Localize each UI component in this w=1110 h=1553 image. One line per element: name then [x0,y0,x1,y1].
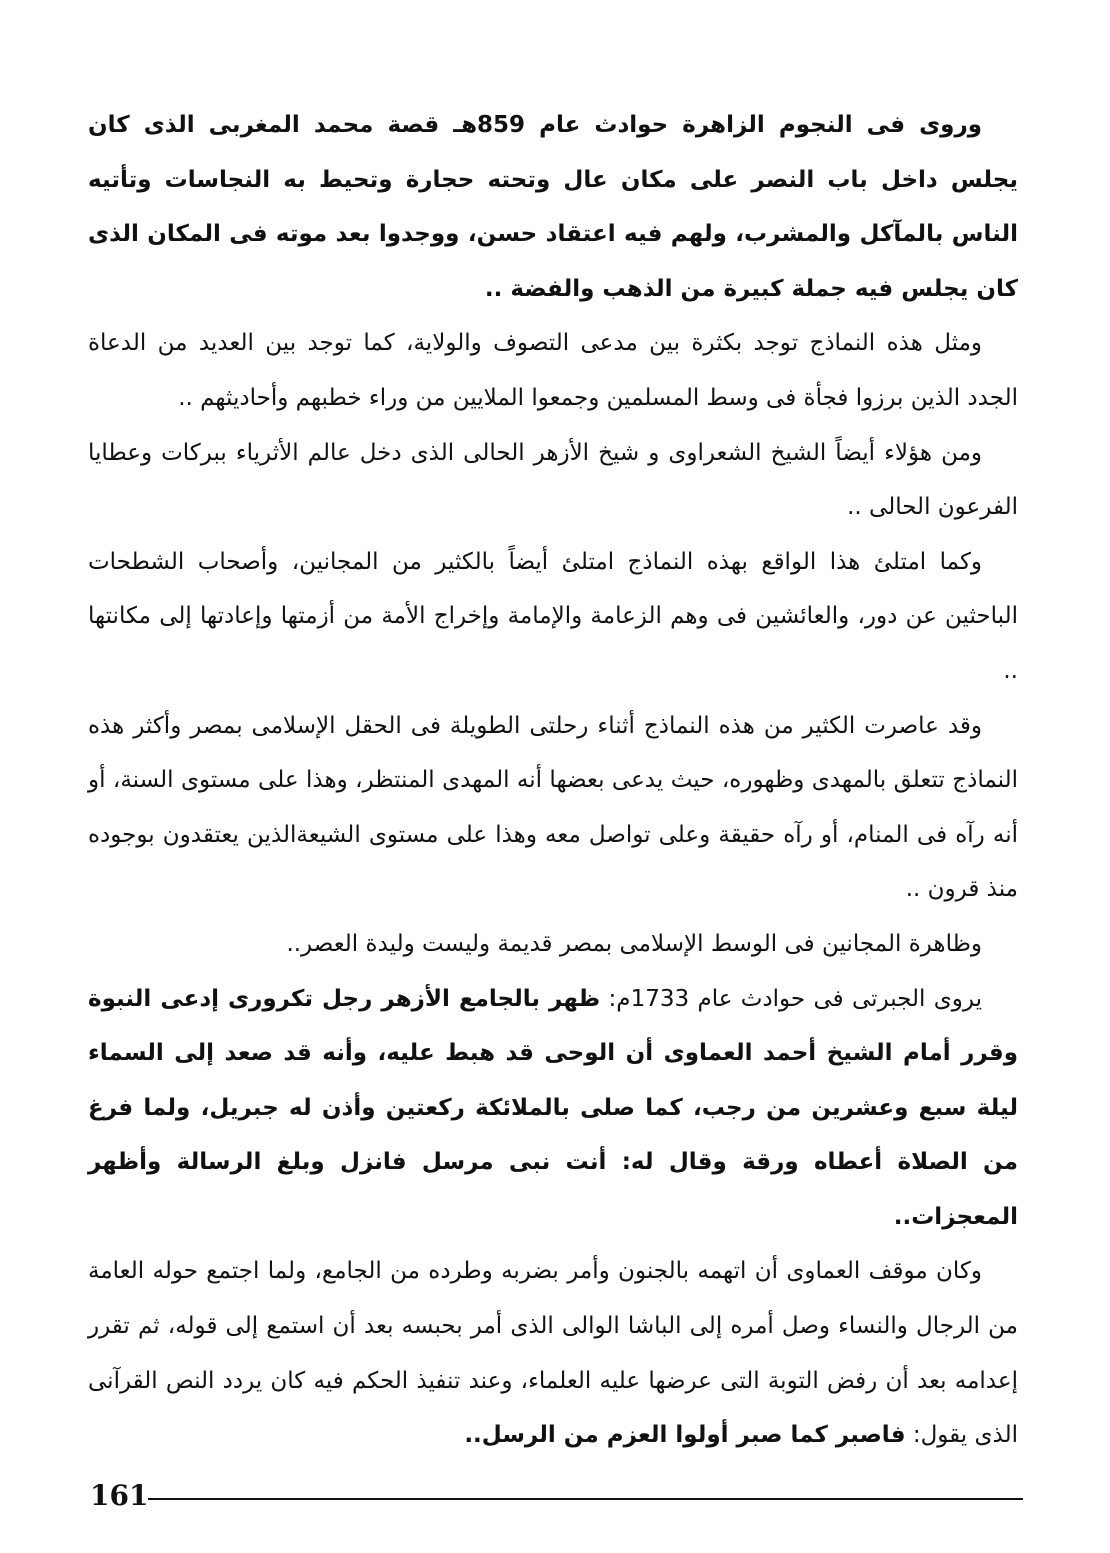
body-text [88,98,1018,1463]
paragraph-1: وروى فى النجوم الزاهرة حوادث عام 859هـ قصة محمد المغربى الذى كان يجلس داخل باب النصر على مكان عال وتحته حجارة وتحيط به النجاسات وتأتيه الناس بالمآكل والمشرب، ولهم فيه اعتقاد حسن، ووجدوا بعد موته فى المكان الذى كان يجلس فيه جملة كبيرة من الذهب والفضة .. [88,112,1018,302]
paragraph-7 [88,972,1018,1245]
paragraph-5: وقد عاصرت الكثير من هذه النماذج أثناء رحلتى الطويلة فى الحقل الإسلامى بمصر وأكثر هذه النماذج تتعلق بالمهدى وظهوره، حيث يدعى بعضها أنه المهدى المنتظر، وهذا على مستوى السنة، أو أنه رآه فى المنام، أو رآه حقيقة وعلى تواصل معه وهذا على مستوى الشيعةالذين يعتقدون بوجوده منذ قرون .. [88,712,1018,903]
paragraph-3: ومن هؤلاء أيضاً الشيخ الشعراوى و شيخ الأزهر الحالى الذى دخل عالم الأثرياء ببركات وعطايا الفرعون الحالى .. [88,439,1018,521]
paragraph-2: ومثل هذه النماذج توجد بكثرة بين مدعى التصوف والولاية، كما توجد بين العديد من الدعاة الجدد الذين برزوا فجأة فى وسط المسلمين وجمعوا الملايين من وراء خطبهم وأحاديثهم .. [88,330,1018,411]
paragraph-8-quran-quote: فاصبر كما صبر أولوا العزم من الرسل.. [464,1422,906,1449]
page-number: 161 [90,1479,149,1512]
paragraph-6: وظاهرة المجانين فى الوسط الإسلامى بمصر قديمة وليست وليدة العصر.. [286,930,982,957]
paragraph-7-quote: ظهر بالجامع الأزهر رجل تكرورى إدعى النبوة وقرر أمام الشيخ أحمد العماوى أن الوحى قد هبط عليه، وأنه قد صعد إلى السماء ليلة سبع وعشرين من رجب، كما صلى بالملائكة ركعتين وأذن له جبريل، ولما فرغ من الصلاة أعطاه ورقة وقال له: أنت نبى مرسل فانزل وبلغ الرسالة وأظهر المعجزات.. [88,985,1018,1230]
paragraph-7-intro: يروى الجبرتى فى حوادث عام 1733م: [600,985,982,1012]
paragraph-8-intro: وكان موقف العماوى أن اتهمه بالجنون وأمر بضربه وطرده من الجامع، ولما اجتمع حوله العامة من الرجال والنساء وصل أمره إلى الباشا الوالى الذى أمر بحبسه بعد أن استمع إلى قوله، ثم تقرر إعدامه بعد أن رفض التوبة التى عرضها عليه العلماء، وعند تنفيذ الحكم فيه كان يردد النص القرآنى الذى يقول: [88,1258,1018,1449]
paragraph-8 [88,1244,1018,1462]
footer-rule [148,1498,1023,1500]
paragraph-4: وكما امتلئ هذا الواقع بهذه النماذج امتلئ أيضاً بالكثير من المجانين، وأصحاب الشطحات الباحثين عن دور، والعائشين فى وهم الزعامة والإمامة وإخراج الأمة من أزمتها وإعادتها إلى مكانتها .. [88,548,1018,684]
